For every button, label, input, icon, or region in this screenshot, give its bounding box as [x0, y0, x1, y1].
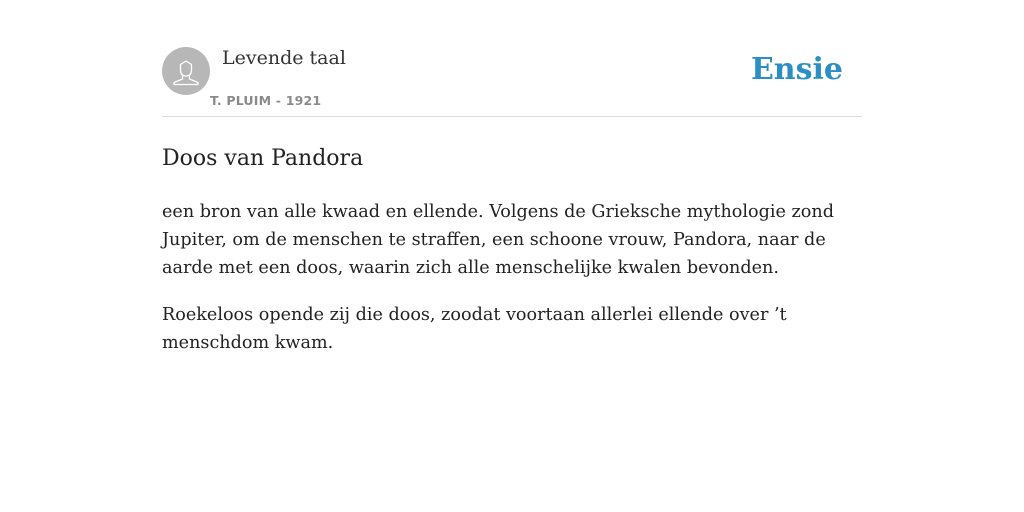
definition-paragraph: een bron van alle kwaad en ellende. Volgens de Grieksche mythologie zond Jupiter, om de menschen te straffen, een schoone vrouw, Pandora, naar de aarde met een doos, waarin zich alle menschelijke kwalen bevonden.: [162, 202, 834, 278]
entry-header: [162, 0, 862, 117]
brand-logo[interactable]: Ensie: [750, 52, 843, 87]
source-meta: T. PLUIM - 1921: [210, 93, 322, 108]
definition-paragraph: Roekeloos opende zij die doos, zoodat voortaan allerlei ellende over ’t menschdom kwam.: [162, 305, 787, 353]
entry-term: Doos van Pandora: [162, 146, 364, 171]
author-avatar[interactable]: [162, 47, 210, 95]
entry-card: [162, 0, 862, 357]
source-title[interactable]: Levende taal: [222, 47, 346, 69]
user-placeholder-icon: [162, 47, 210, 95]
entry-definition: [162, 198, 862, 357]
